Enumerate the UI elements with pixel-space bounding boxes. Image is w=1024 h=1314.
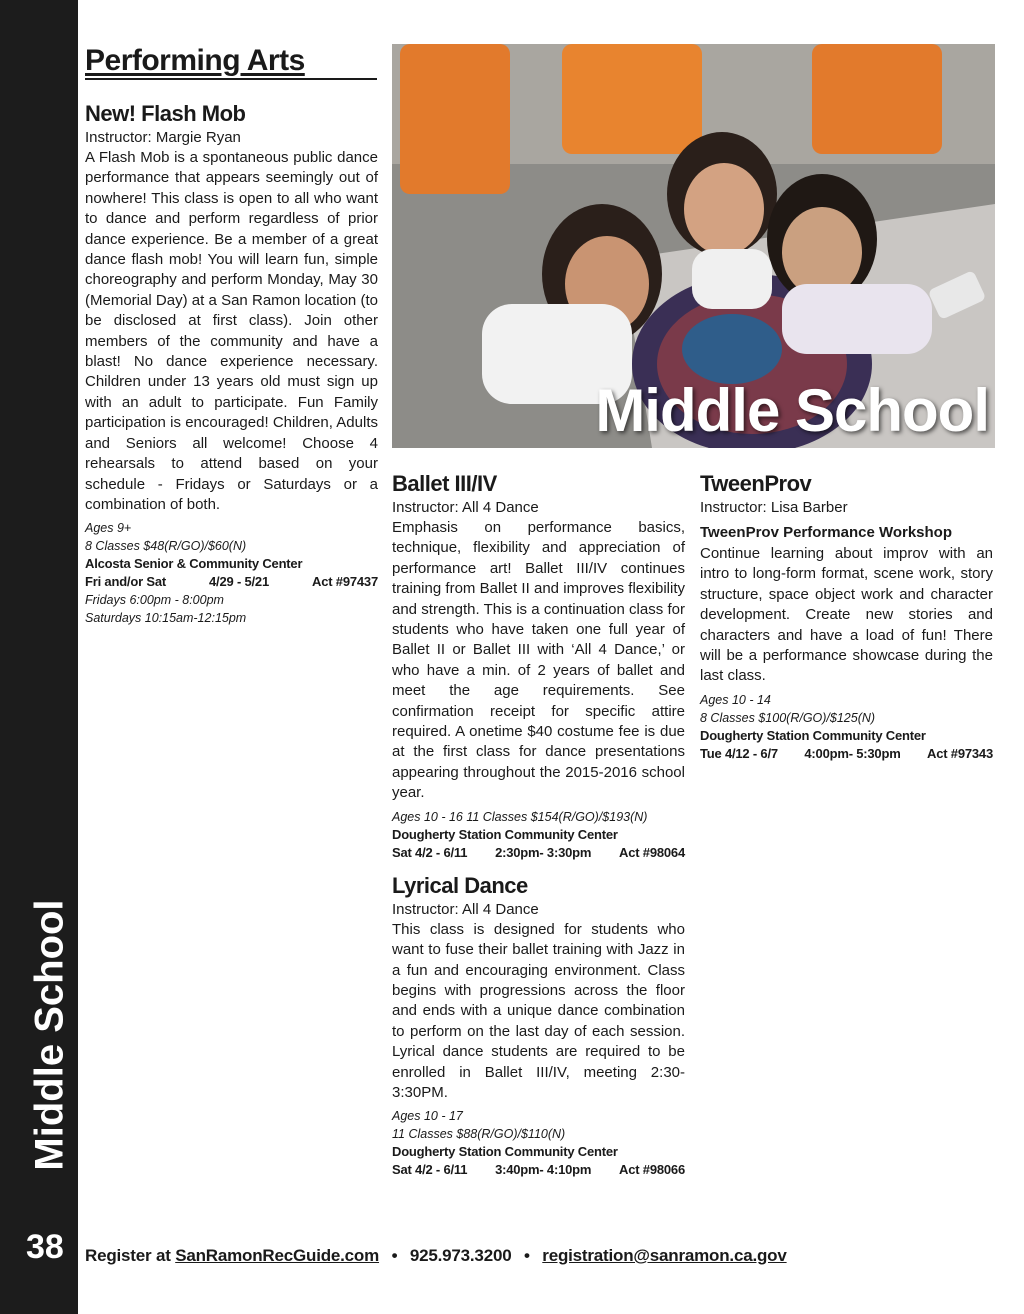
class-ages: Ages 9+: [85, 521, 132, 536]
page-number: 38: [26, 1228, 64, 1266]
class-ages: Ages 10 - 17: [392, 1109, 463, 1124]
class-description: This class is designed for students who want to fuse their ballet training with Jazz in a fun and encouraging environment. Class begins with progressions across the floor and ends with a unique dance combination to perform on the last day of each session. Lyrical dance students are required to be enrolled in Ballet III/IV, meeting 2:30-3:30PM.: [392, 920, 685, 1101]
class-meta: Ages 10 - 16 11 Classes $154(R/GO)/$193(N): [392, 809, 648, 824]
footer-bullet: •: [523, 1246, 530, 1265]
footer-bullet: •: [391, 1246, 398, 1265]
class-location: Dougherty Station Community Center: [392, 826, 618, 842]
schedule-row: [392, 1161, 685, 1179]
class-time: 3:40pm- 4:10pm: [495, 1162, 592, 1178]
class-title: Lyrical Dance: [392, 872, 528, 898]
class-dates: Sat 4/2 - 6/11: [392, 844, 468, 860]
activity-number: Act #98064: [619, 844, 685, 860]
class-title: Ballet III/IV: [392, 471, 497, 496]
footer-prefix: Register at: [85, 1246, 171, 1265]
tweenprov-listing: [700, 470, 993, 763]
class-dates: Sat 4/2 - 6/11: [392, 1162, 468, 1178]
instructor: Instructor: Lisa Barber: [700, 499, 848, 516]
phone-number[interactable]: 925.973.3200: [409, 1246, 512, 1265]
class-time: Fridays 6:00pm - 8:00pm: [85, 593, 224, 608]
ballet-lyrical-column: [392, 470, 685, 1179]
ballet-listing: [392, 470, 685, 862]
schedule-row: [700, 745, 993, 763]
class-time: 4:00pm- 5:30pm: [804, 745, 901, 761]
class-fees: 8 Classes $100(R/GO)/$125(N): [700, 710, 876, 725]
class-time: Saturdays 10:15am-12:15pm: [85, 611, 247, 626]
class-dates: 4/29 - 5/21: [209, 574, 269, 590]
flash-mob-listing: [85, 100, 378, 627]
sidebar-section-label: Middle School: [27, 899, 72, 1171]
class-title: New! Flash Mob: [85, 101, 246, 126]
lyrical-listing: [392, 872, 685, 1180]
class-description: A Flash Mob is a spontaneous public dance performance that appears seemingly out of nowhere! This class is open to all who want to dance and perform regardless of prior dance experience. Be a member of a great dance flash mob! You will learn fun, simple choreography and perform Monday, May 30 (Memorial Day) at a San Ramon location (to be disclosed at first class). Join other members of the community and have a blast! No dance experience necessary. Children under 13 years old must sign up with an adult to participate. Fun Family participation is encouraged! Children, Adults and Seniors all welcome! Choose 4 rehearsals to attend based on your schedule - Fridays or Saturdays or a combination of both.: [85, 149, 378, 513]
class-fees: 8 Classes $48(R/GO)/$60(N): [85, 539, 247, 554]
activity-number: Act #97437: [312, 574, 378, 590]
class-days: Fri and/or Sat: [85, 574, 166, 590]
hero-photo: [392, 44, 995, 448]
schedule-row: [85, 573, 378, 591]
sidebar: [0, 0, 78, 1314]
section-title: [85, 44, 377, 80]
photo-caption: Middle School: [595, 377, 989, 444]
class-title: TweenProv: [700, 471, 812, 496]
class-location: Dougherty Station Community Center: [392, 1144, 618, 1160]
instructor: Instructor: Margie Ryan: [85, 129, 241, 146]
schedule-row: [392, 844, 685, 862]
class-dates: Tue 4/12 - 6/7: [700, 745, 778, 761]
section-title-text: Performing Arts: [85, 44, 305, 77]
class-location: Alcosta Senior & Community Center: [85, 556, 303, 572]
class-subtitle: TweenProv Performance Workshop: [700, 524, 953, 541]
class-ages: Ages 10 - 14: [700, 692, 771, 707]
instructor: Instructor: All 4 Dance: [392, 499, 539, 516]
class-time: 2:30pm- 3:30pm: [495, 844, 592, 860]
class-fees: 11 Classes $88(R/GO)/$110(N): [392, 1127, 566, 1142]
class-description: Continue learning about improv with an intro to long-form format, scene work, story structure, space object work and character development. Create new stories and characters and have a load of fun! There will be a performance showcase during the last class.: [700, 545, 993, 685]
class-location: Dougherty Station Community Center: [700, 727, 926, 743]
instructor: Instructor: All 4 Dance: [392, 900, 539, 918]
activity-number: Act #97343: [927, 745, 993, 761]
class-description: Emphasis on performance basics, technique, flexibility and appreciation of performance art! Ballet III/IV continues training from Ballet II and improves flexibility and strength. This is a continuation class for students who have taken one full year of Ballet II or Ballet III with ‘All 4 Dance,’ or who have a min. of 2 years of ballet and meet the age requirements. See confirmation receipt for specific attire required. A onetime $40 costume fee is due at the first class for dance presentations appearing throughout the 2015-2016 school year.: [392, 519, 685, 802]
footer: [85, 1246, 787, 1266]
website-link[interactable]: SanRamonRecGuide.com: [175, 1246, 380, 1265]
email-link[interactable]: registration@sanramon.ca.gov: [542, 1246, 787, 1265]
activity-number: Act #98066: [619, 1162, 685, 1178]
